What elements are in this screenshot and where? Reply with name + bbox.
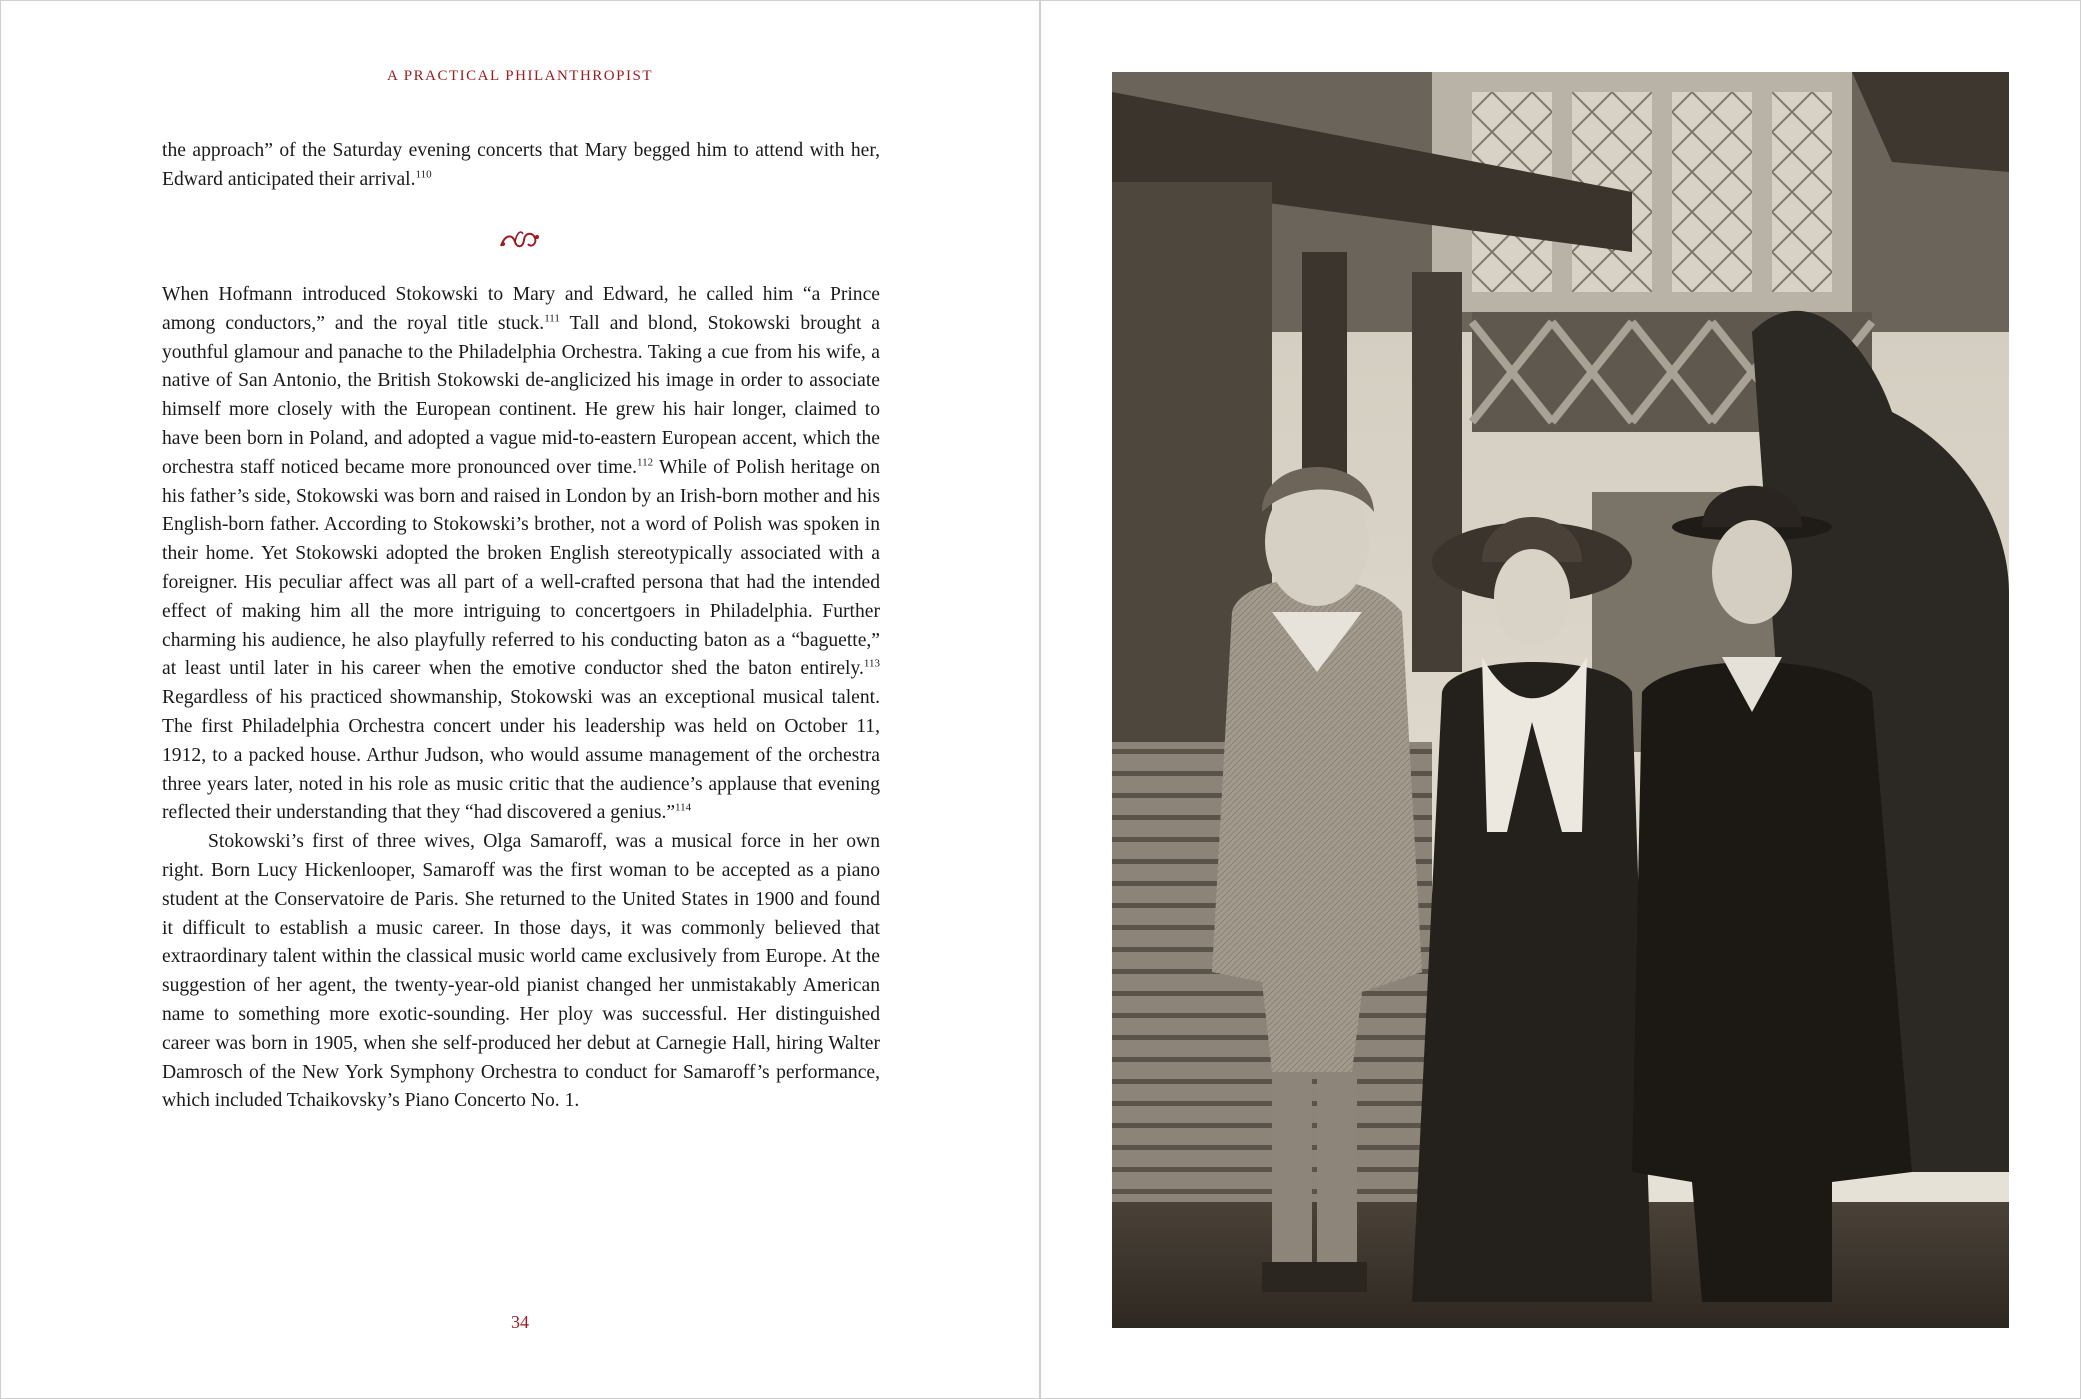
sentence: While of Polish heritage on his father’s side, Stokowski was born and raised in London by an Irish-born mother and his English-born father. According to Stokowski’s brother, not a word of Polish was spoken in their home. Yet Stokowski adopted the broken English stereotypically associated with a foreigner. His peculiar affect was all part of a well-crafted persona that had the intended effect of making him all the more intriguing to concertgoers in Philadelphia. Further charming his audience, he also playfully referred to his conducting baton as a “baguette,” at least until later in his career when the emotive conductor shed the baton entirely.: [162, 456, 881, 680]
photo-illustration: [1112, 72, 2009, 1328]
page-number: 34: [511, 1312, 529, 1332]
endnote-ref: 111: [544, 312, 560, 325]
paragraph-text: the approach” of the Saturday evening concerts that Mary begged him to attend with her, Edward anticipated their arrival.: [162, 140, 880, 190]
running-head: A PRACTICAL PHILANTHROPIST: [387, 68, 653, 84]
sentence: When Hofmann introduced Stokowski to Mary and Edward, he called him “a Prince among conductors,” and the royal title stuck.: [162, 284, 880, 334]
sentence: Regardless of his practiced showmanship, Stokowski was an exceptional musical talent. The first Philadelphia Orchestra concert under his leadership was held on October 11, 1912, to a packed house. Arthur Judson, who would assume management of the orchestra three years later, noted in his role as music critic that the audience’s applause that evening reflected their understanding that they “had discovered a genius.”: [162, 687, 880, 824]
endnote-ref: 112: [637, 456, 654, 469]
endnote-ref: 110: [415, 168, 432, 181]
paragraph-samaroff: Stokowski’s first of three wives, Olga Samaroff, was a musical force in her own right. Born Lucy Hickenlooper, Samaroff was the first woman to be accepted as a piano student at the Conservatoire de Paris. She returned to the United States in 1900 and found it difficult to establish a music career. In those days, it was commonly believed that extraordinary talent within the classical music world came exclusively from Europe. At the suggestion of her agent, the twenty-year-old pianist changed her unmistakably American name to something more exotic-sounding. Her ploy was successful. Her distinguished career was born in 1905, when she self-produced her debut at Carnegie Hall, hiring Walter Damrosch of the New York Symphony Orchestra to conduct for Samaroff’s performance, which included Tchaikovsky’s Piano Concerto No. 1.: [162, 831, 880, 1112]
gutter: [1039, 0, 1041, 1399]
body-text: [162, 281, 880, 1116]
endnote-ref: 113: [863, 657, 880, 670]
endnote-ref: 114: [675, 801, 692, 814]
sentence: Tall and blond, Stokowski brought a youthful glamour and panache to the Philadelphia Orchestra. Taking a cue from his wife, a native of San Antonio, the British Stokowski de-anglicized his image in order to associate himself more closely with the European continent. He grew his hair longer, claimed to have been born in Poland, and adopted a vague mid-to-eastern European accent, which the orchestra staff noticed became more pronounced over time.: [162, 312, 880, 478]
historic-photograph: [1112, 72, 2009, 1328]
paragraph-continuation: [162, 137, 880, 195]
paragraph-stokowski-intro: [162, 281, 880, 828]
section-ornament-icon: [497, 224, 543, 254]
